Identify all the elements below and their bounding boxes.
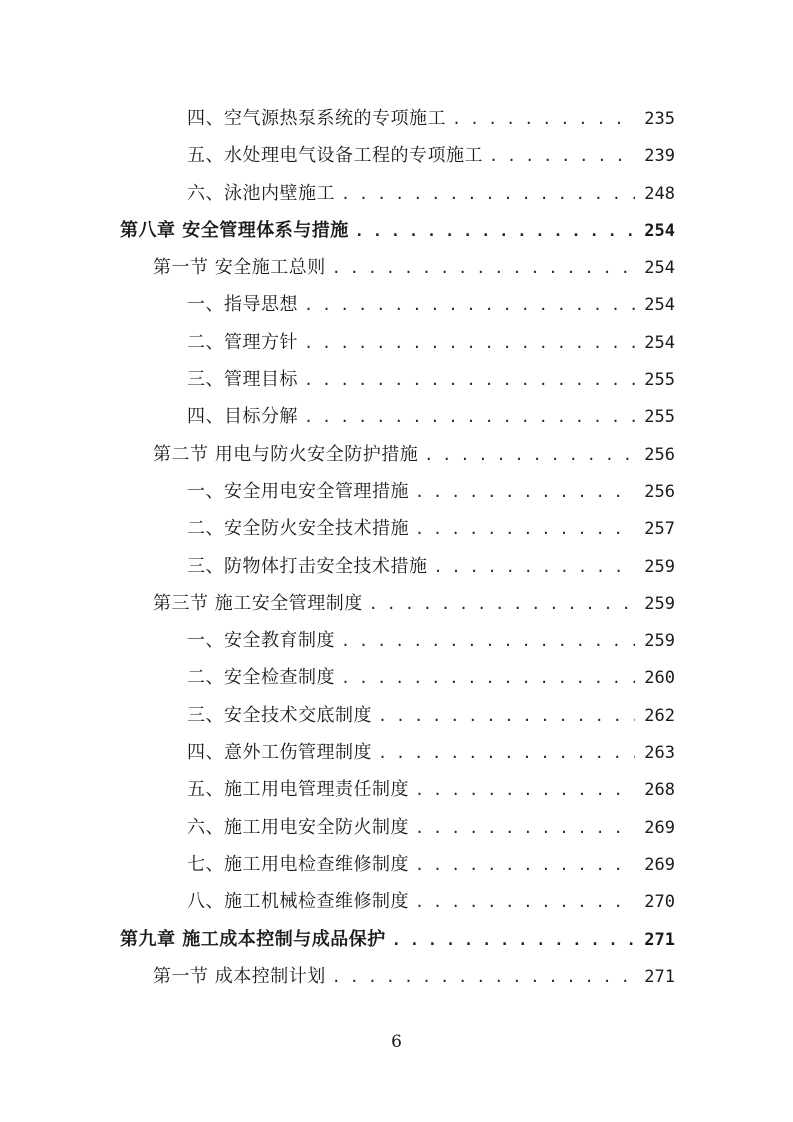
table-of-contents xyxy=(120,100,675,995)
dot-leader xyxy=(415,511,635,548)
toc-entry-title: 二、管理方针 xyxy=(187,331,298,353)
toc-entry-chapter[interactable] xyxy=(120,212,675,249)
dot-leader xyxy=(424,437,635,474)
toc-entry-item[interactable] xyxy=(120,286,675,323)
toc-entry-title: 第九章 施工成本控制与成品保护 xyxy=(120,928,386,950)
dot-leader xyxy=(434,549,636,586)
toc-entry-item[interactable] xyxy=(120,100,675,137)
toc-entry-item[interactable] xyxy=(120,734,675,771)
toc-entry-title: 第一节 成本控制计划 xyxy=(153,965,326,987)
toc-entry-item[interactable] xyxy=(120,697,675,734)
toc-entry-section[interactable] xyxy=(120,585,675,622)
toc-entry-section[interactable] xyxy=(120,249,675,286)
toc-entry-chapter[interactable] xyxy=(120,921,675,958)
toc-entry-section[interactable] xyxy=(120,958,675,995)
toc-entry-title: 二、安全防火安全技术措施 xyxy=(187,518,409,540)
dot-leader xyxy=(415,847,635,884)
toc-entry-title: 一、安全用电安全管理措施 xyxy=(187,480,409,502)
toc-entry-page-number: 235 xyxy=(644,109,675,129)
toc-entry-title: 一、安全教育制度 xyxy=(187,630,335,652)
toc-entry-title: 四、目标分解 xyxy=(187,406,298,428)
dot-leader xyxy=(332,250,635,287)
toc-entry-page-number: 254 xyxy=(644,220,675,241)
toc-entry-page-number: 239 xyxy=(644,146,675,167)
toc-entry-title: 第一节 安全施工总则 xyxy=(153,257,326,279)
toc-entry-item[interactable] xyxy=(120,361,675,398)
dot-leader xyxy=(415,810,635,847)
toc-entry-title: 一、指导思想 xyxy=(187,294,298,316)
toc-entry-page-number: 254 xyxy=(644,295,675,316)
toc-entry-page-number: 269 xyxy=(644,817,675,838)
dot-leader xyxy=(341,176,635,213)
toc-entry-title: 五、施工用电管理责任制度 xyxy=(187,779,409,801)
toc-entry-item[interactable] xyxy=(120,137,675,174)
dot-leader xyxy=(415,772,635,809)
toc-entry-item[interactable] xyxy=(120,883,675,920)
dot-leader xyxy=(341,623,635,660)
toc-entry-title: 二、安全检查制度 xyxy=(187,667,335,689)
dot-leader xyxy=(304,399,635,436)
dot-leader xyxy=(378,735,635,772)
dot-leader xyxy=(369,586,635,623)
toc-entry-page-number: 256 xyxy=(644,444,675,465)
toc-entry-page-number: 262 xyxy=(644,705,675,726)
dot-leader xyxy=(452,101,635,138)
toc-entry-title: 第三节 施工安全管理制度 xyxy=(153,592,363,614)
dot-leader xyxy=(489,138,635,175)
page-number: 6 xyxy=(391,1032,402,1052)
toc-entry-page-number: 255 xyxy=(644,407,675,428)
dot-leader xyxy=(355,213,635,250)
toc-entry-title: 四、意外工伤管理制度 xyxy=(187,742,372,764)
toc-entry-page-number: 260 xyxy=(644,668,675,689)
dot-leader xyxy=(415,474,635,511)
toc-entry-item[interactable] xyxy=(120,324,675,361)
toc-entry-title: 三、管理目标 xyxy=(187,369,298,391)
toc-entry-item[interactable] xyxy=(120,548,675,585)
toc-entry-page-number: 254 xyxy=(644,258,675,279)
toc-entry-item[interactable] xyxy=(120,659,675,696)
toc-entry-page-number: 257 xyxy=(644,519,675,540)
toc-entry-page-number: 271 xyxy=(644,929,675,950)
dot-leader xyxy=(304,362,635,399)
toc-entry-item[interactable] xyxy=(120,846,675,883)
dot-leader xyxy=(332,959,635,996)
toc-entry-page-number: 271 xyxy=(644,966,675,987)
toc-entry-page-number: 269 xyxy=(644,854,675,875)
toc-entry-page-number: 268 xyxy=(644,780,675,801)
toc-entry-item[interactable] xyxy=(120,175,675,212)
toc-entry-item[interactable] xyxy=(120,622,675,659)
toc-entry-item[interactable] xyxy=(120,398,675,435)
toc-entry-section[interactable] xyxy=(120,436,675,473)
toc-entry-title: 第二节 用电与防火安全防护措施 xyxy=(153,443,419,465)
toc-entry-page-number: 248 xyxy=(644,183,675,204)
toc-entry-title: 三、安全技术交底制度 xyxy=(187,704,372,726)
toc-entry-title: 四、空气源热泵系统的专项施工 xyxy=(187,108,446,129)
dot-leader xyxy=(304,287,635,324)
toc-entry-title: 三、防物体打击安全技术措施 xyxy=(187,555,428,577)
toc-entry-title: 八、施工机械检查维修制度 xyxy=(187,891,409,913)
toc-entry-title: 第八章 安全管理体系与措施 xyxy=(120,219,349,241)
toc-entry-title: 五、水处理电气设备工程的专项施工 xyxy=(187,145,483,167)
dot-leader xyxy=(341,660,635,697)
toc-entry-page-number: 256 xyxy=(644,481,675,502)
toc-entry-page-number: 259 xyxy=(644,631,675,652)
dot-leader xyxy=(392,922,635,959)
toc-entry-item[interactable] xyxy=(120,473,675,510)
toc-entry-title: 六、泳池内壁施工 xyxy=(187,182,335,204)
toc-entry-page-number: 259 xyxy=(644,556,675,577)
toc-entry-page-number: 255 xyxy=(644,370,675,391)
toc-entry-page-number: 259 xyxy=(644,593,675,614)
toc-entry-page-number: 254 xyxy=(644,332,675,353)
dot-leader xyxy=(378,698,635,735)
dot-leader xyxy=(304,325,635,362)
toc-entry-item[interactable] xyxy=(120,510,675,547)
dot-leader xyxy=(415,884,635,921)
toc-entry-title: 七、施工用电检查维修制度 xyxy=(187,853,409,875)
toc-entry-page-number: 263 xyxy=(644,743,675,764)
toc-entry-page-number: 270 xyxy=(644,892,675,913)
toc-entry-item[interactable] xyxy=(120,771,675,808)
toc-entry-title: 六、施工用电安全防火制度 xyxy=(187,816,409,838)
toc-entry-item[interactable] xyxy=(120,809,675,846)
